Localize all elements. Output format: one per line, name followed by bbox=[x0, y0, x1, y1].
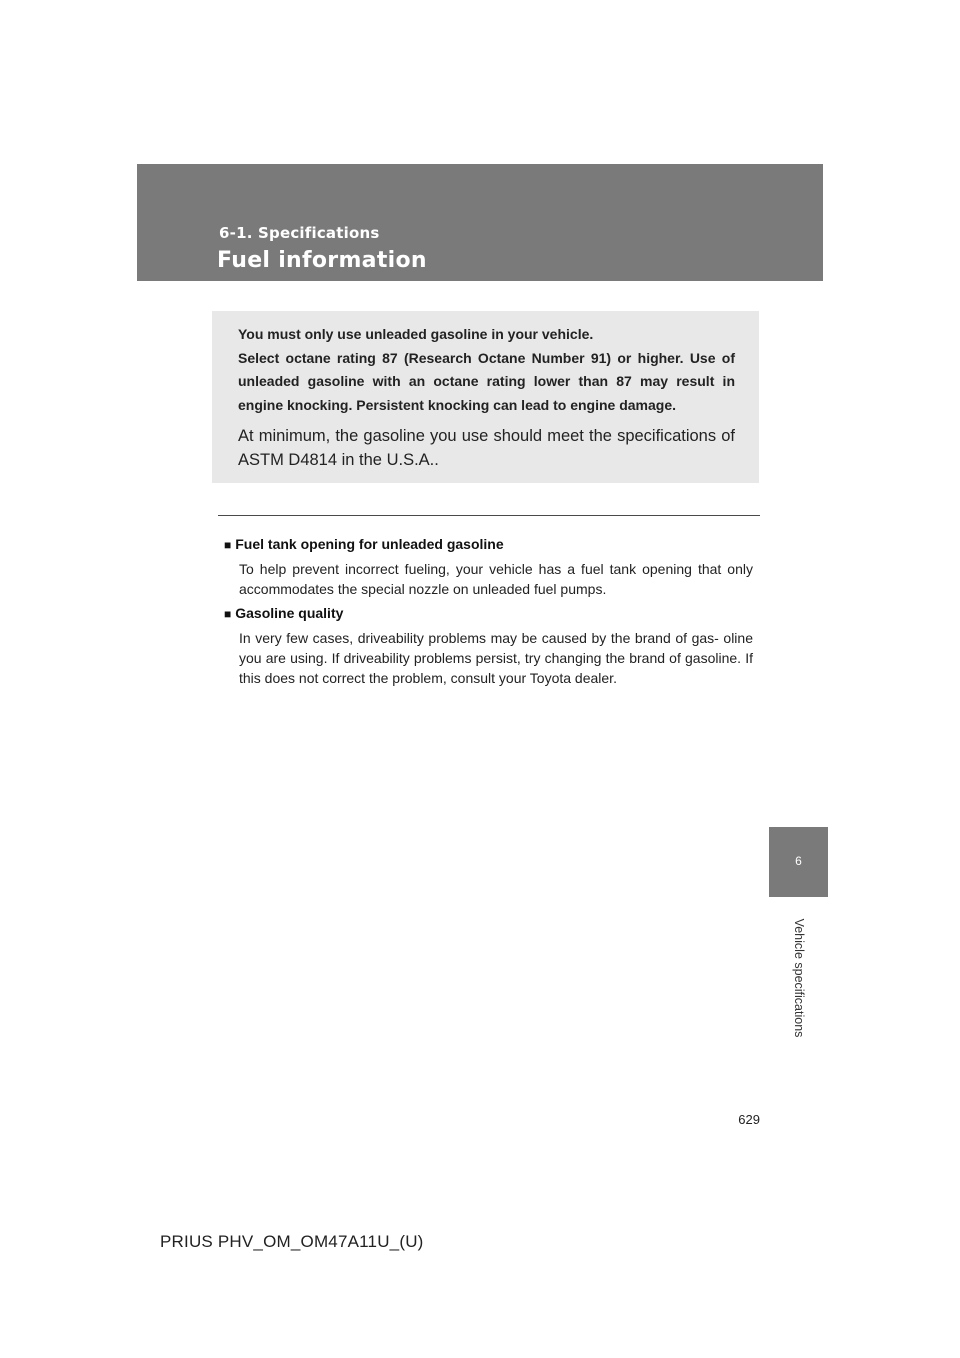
chapter-label-text: Vehicle specifications bbox=[792, 918, 806, 1038]
page-title: Fuel information bbox=[217, 248, 427, 273]
item-heading bbox=[224, 535, 504, 554]
section-header-band bbox=[137, 164, 823, 281]
divider bbox=[218, 515, 760, 516]
footer-doc-code: PRIUS PHV_OM_OM47A11U_(U) bbox=[160, 1232, 424, 1251]
section-label: 6-1. Specifications bbox=[219, 224, 380, 242]
item-heading bbox=[224, 604, 343, 623]
item-heading-text: Fuel tank opening for unleaded gasoline bbox=[235, 536, 504, 552]
summary-box bbox=[212, 311, 759, 483]
item-body: In very few cases, driveability problems may be caused by the brand of gas- oline you are using. If driveability problems persist, try changing the brand of gasoline. If this does not correct the problem, consult your Toyota dealer. bbox=[239, 630, 753, 686]
summary-bold-line-2: Select octane rating 87 (Research Octane Number 91) or higher. Use of unleaded gasoline with an octane rating lower than 87 may result in engine knocking. Persistent knocking can lead to engine damage. bbox=[238, 349, 735, 413]
summary-normal-text: At minimum, the gasoline you use should meet the specifications of ASTM D4814 in the U.S.A.. bbox=[238, 427, 735, 469]
summary-bold-line-1: You must only use unleaded gasoline in your vehicle. bbox=[238, 326, 594, 342]
item-heading-text: Gasoline quality bbox=[235, 605, 344, 621]
chapter-label bbox=[792, 913, 806, 1043]
square-bullet-icon: ■ bbox=[224, 607, 232, 621]
page-number: 629 bbox=[738, 1112, 760, 1127]
item-body: To help prevent incorrect fueling, your vehicle has a fuel tank opening that only accommodates the special nozzle on unleaded fuel pumps. bbox=[239, 561, 753, 597]
chapter-number: 6 bbox=[795, 854, 802, 868]
chapter-tab bbox=[769, 827, 828, 897]
square-bullet-icon: ■ bbox=[224, 538, 232, 552]
